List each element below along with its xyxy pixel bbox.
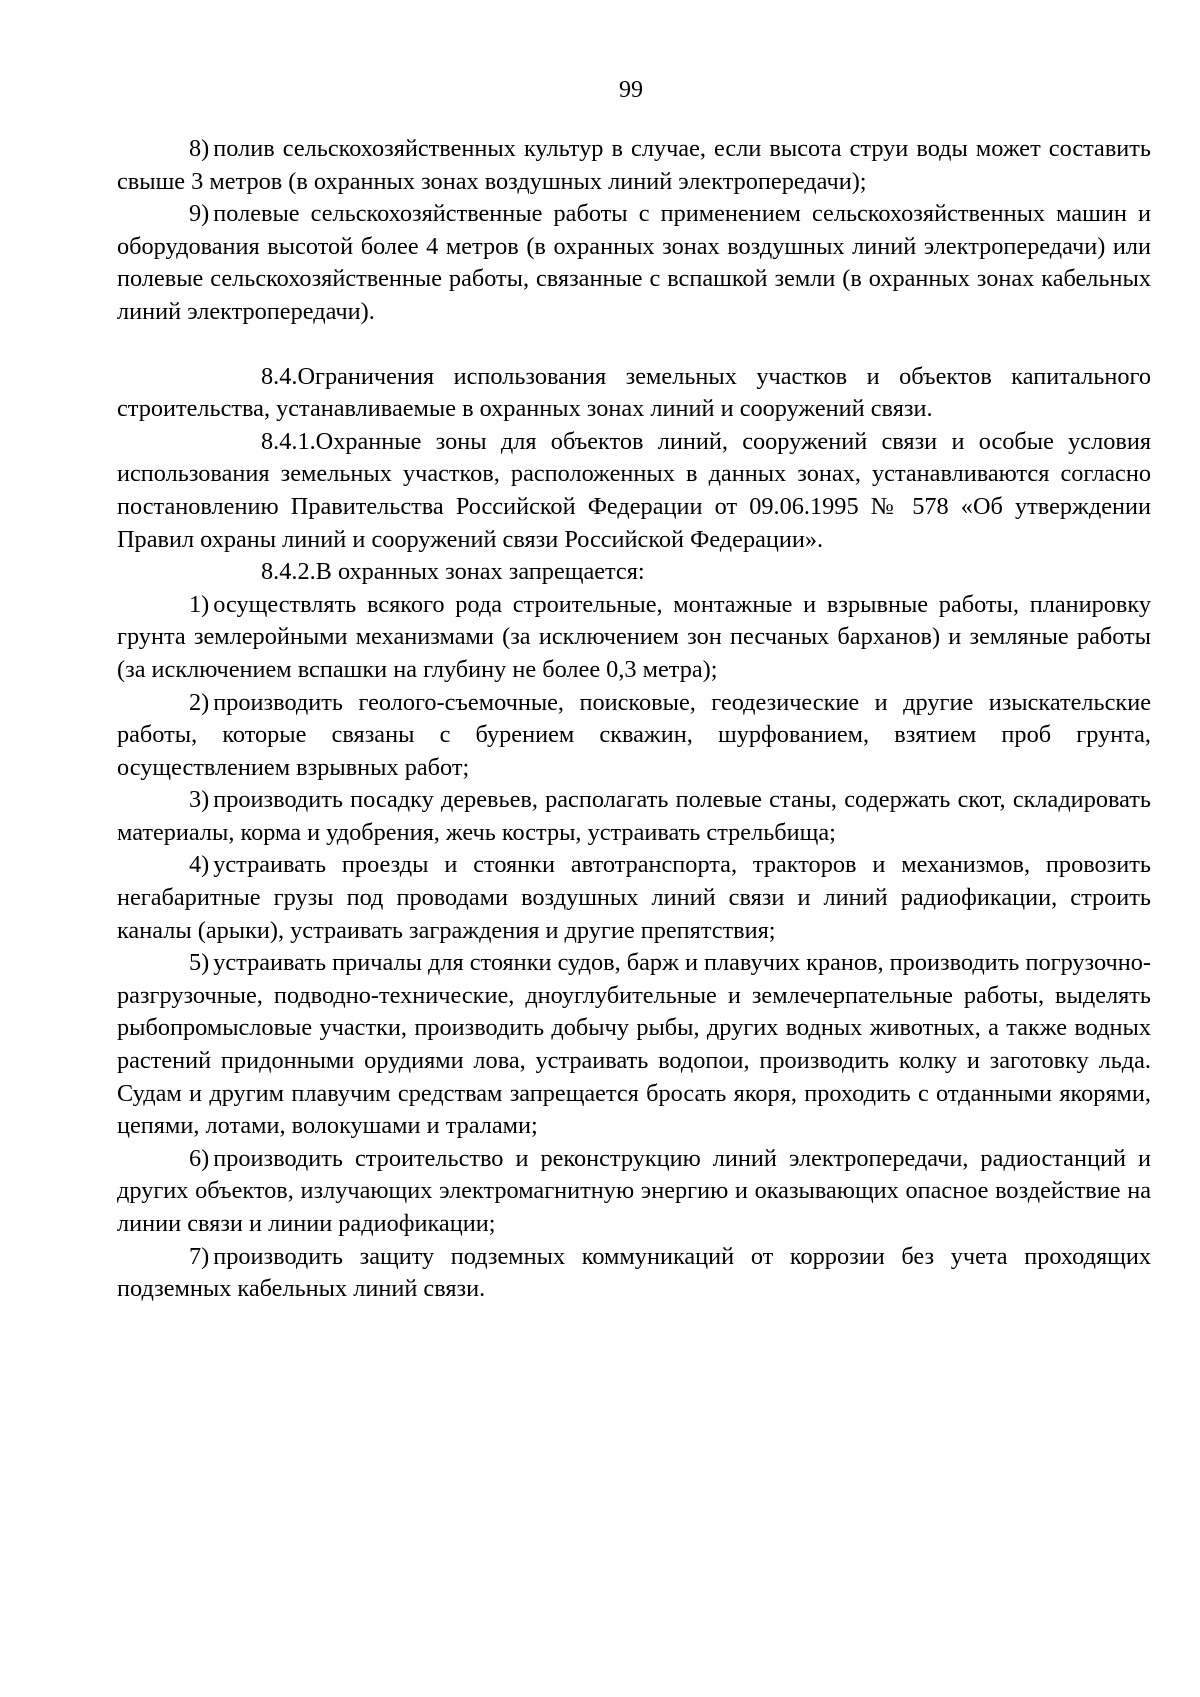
list-item-text: устраивать проезды и стоянки автотранспорта, тракторов и механизмов, провозить негабаритные грузы под проводами воздушных линий связи и линий радиофикации, строить каналы (арыки), устраивать заграждения и другие препятствия;	[117, 851, 1151, 944]
prohibition-item-6	[117, 1143, 1151, 1241]
prohibition-item-1	[117, 589, 1151, 687]
clause-8-4-1	[117, 426, 1151, 556]
prohibition-item-5	[117, 947, 1151, 1143]
list-item-text: полив сельскохозяйственных культур в случае, если высота струи воды может составить свыше 3 метров (в охранных зонах воздушных линий электропередачи);	[117, 135, 1151, 195]
list-item-number: 4)	[189, 851, 210, 879]
list-item-text: производить защиту подземных коммуникаций от коррозии без учета проходящих подземных кабельных линий связи.	[117, 1242, 1151, 1303]
section-heading-8-4	[117, 361, 1151, 426]
clause-text: В охранных зонах запрещается:	[315, 558, 645, 586]
list-item-number: 5)	[189, 949, 210, 977]
list-item-number: 7)	[189, 1242, 210, 1270]
list-item-text: производить строительство и реконструкцию линий электропередачи, радиостанций и других объектов, излучающих электромагнитную энергию и оказывающих опасное воздействие на линии связи и линии радиофикации;	[117, 1144, 1151, 1237]
clause-text: Охранные зоны для объектов линий, сооружений связи и особые условия использования земельных участков, расположенных в данных зонах, устанавливаются согласно постановлению Правительства Российской Федерации от 09.06.1995 № 578 «Об утверждении Правил охраны линий и сооружений связи Российской Федерации».	[117, 427, 1151, 553]
prohibition-item-3	[117, 784, 1151, 849]
list-item-number: 8)	[189, 135, 210, 162]
list-item-8	[117, 133, 1151, 198]
prohibition-item-2	[117, 687, 1151, 785]
clause-8-4-2	[117, 556, 1151, 589]
clause-number: 8.4.1.	[261, 427, 316, 455]
list-item-number: 6)	[189, 1144, 210, 1172]
clause-number: 8.4.2.	[261, 558, 316, 586]
list-item-number: 9)	[189, 200, 210, 228]
list-item-9	[117, 198, 1151, 328]
list-item-text: осуществлять всякого рода строительные, монтажные и взрывные работы, планировку грунта землеройными механизмами (за исключением зон песчаных барханов) и земляные работы (за исключением вспашки на глубину не более 0,3 метра);	[117, 590, 1151, 683]
list-item-number: 3)	[189, 786, 210, 814]
prohibition-item-7	[117, 1241, 1151, 1306]
list-item-text: производить посадку деревьев, располагать полевые станы, содержать скот, складировать материалы, корма и удобрения, жечь костры, устраивать стрельбища;	[117, 786, 1151, 846]
list-item-number: 1)	[189, 590, 210, 618]
section-number: 8.4.	[261, 362, 298, 390]
list-item-text: производить геолого-съемочные, поисковые, геодезические и другие изыскательские работы, которые связаны с бурением скважин, шурфованием, взятием проб грунта, осуществлением взрывных работ;	[117, 688, 1151, 781]
list-item-text: устраивать причалы для стоянки судов, барж и плавучих кранов, производить погрузочно-разгрузочные, подводно-технические, дноуглубительные и землечерпательные работы, выделять рыбопромысловые участки, производить добычу рыбы, других водных животных, а также водных растений придонными орудиями лова, устраивать водопои, производить колку и заготовку льда. Судам и другим плавучим средствам запрещается бросать якоря, проходить с отданными якорями, цепями, лотами, волокушами и тралами;	[117, 949, 1151, 1140]
section-text: Ограничения использования земельных участков и объектов капитального строительства, устанавливаемые в охранных зонах линий и сооружений связи.	[117, 362, 1151, 423]
list-item-text: полевые сельскохозяйственные работы с применением сельскохозяйственных машин и оборудования высотой более 4 метров (в охранных зонах воздушных линий электропередачи) или полевые сельскохозяйственные работы, связанные с вспашкой земли (в охранных зонах кабельных линий электропередачи).	[117, 200, 1151, 325]
list-item-number: 2)	[189, 688, 210, 716]
prohibition-item-4	[117, 849, 1151, 947]
document-body	[117, 133, 1151, 1306]
page-number: 99	[619, 77, 643, 103]
